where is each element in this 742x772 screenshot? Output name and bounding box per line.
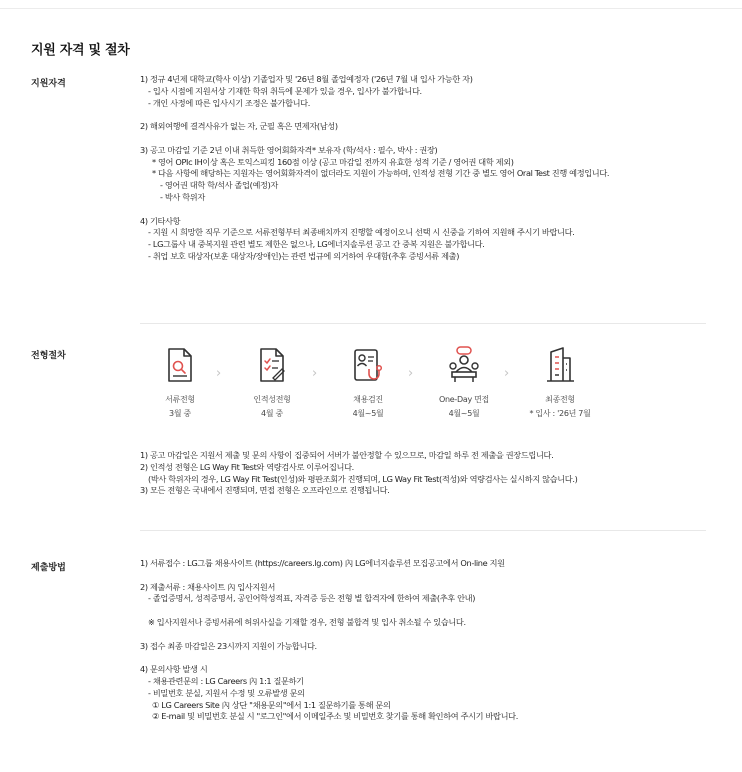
step-name: 최종전형 [545, 395, 575, 404]
content-line: 1) 정규 4년제 대학교(학사 이상) 기졸업자 및 '26년 8월 졸업예정자 ('26년 7월 내 입사 가능한 자) [140, 74, 473, 84]
content-line: 3) 모든 전형은 국내에서 진행되며, 면접 전형은 오프라인으로 진행됩니다. [140, 485, 390, 496]
line-spacer [140, 109, 609, 121]
chevron-right-icon: › [408, 366, 414, 381]
content-line: (박사 학위자의 경우, LG Way Fit Test(인성)와 평판조회가 진행되며, LG Way Fit Test(적성)와 역량검사는 실시하지 않습니다.) [148, 473, 578, 484]
step-date: 4월~5월 [352, 409, 384, 418]
content-line: ① LG Careers Site 內 상단 "채용문의"에서 1:1 질문하기를 통해 문의 [152, 699, 391, 710]
content-line: 1) 서류접수 : LG그룹 채용사이트 (https://careers.lg.com) 內 LG에너지솔루션 모집공고에서 On-line 지원 [140, 558, 505, 568]
content-line: 4) 기타사항 [140, 215, 181, 226]
step-medical-checkup [328, 344, 408, 419]
document-search-icon [159, 344, 201, 386]
content-line: - 영어권 대학 학/석사 졸업(예정)자 [160, 180, 278, 191]
qualification-content [140, 74, 609, 263]
step-aptitude-test [232, 344, 312, 419]
line-spacer [140, 605, 518, 617]
content-line: - 지원 시 희망한 직무 기준으로 서류전형부터 최종배치까지 진행할 예정이오니 선택 시 신중을 기하여 지원해 주시기 바랍니다. [148, 227, 575, 238]
qualification-label: 지원자격 [31, 79, 66, 89]
process-notes [140, 450, 577, 497]
step-name: 서류전형 [165, 395, 195, 404]
line-spacer [140, 652, 518, 664]
step-document-screening [140, 344, 220, 419]
interview-icon [443, 344, 485, 386]
qualification-divider [140, 323, 706, 324]
checklist-icon [251, 344, 293, 386]
content-line: * 다음 사항에 해당하는 지원자는 영어회화자격이 없더라도 지원이 가능하며, 인적성 전형 기간 중 별도 영어 Oral Test 진행 예정입니다. [152, 168, 610, 179]
submission-label: 제출방법 [31, 563, 66, 573]
step-final-selection [520, 344, 600, 419]
content-line: - 개인 사정에 따른 입사시기 조정은 불가합니다. [148, 97, 310, 108]
step-date: * 입사 : '26년 7월 [529, 409, 591, 418]
line-spacer [140, 570, 518, 582]
chevron-right-icon: › [216, 366, 222, 381]
step-name: One-Day 면접 [439, 395, 489, 404]
top-divider [0, 8, 742, 9]
content-line: ② E-mail 및 비밀번호 분실 시 "로그인"에서 이메일주소 및 비밀번호 찾기를 통해 확인하여 주시기 바랍니다. [152, 711, 518, 722]
line-spacer [140, 629, 518, 641]
process-steps [140, 344, 620, 429]
line-spacer [140, 133, 609, 145]
content-line: 2) 인적성 전형은 LG Way Fit Test와 역량검사로 이루어집니다. [140, 461, 354, 472]
content-line: 4) 문의사항 발생 시 [140, 664, 208, 675]
content-line: - LG그룹사 내 중복지원 관련 별도 제한은 없으나, LG에너지솔루션 공고 간 중복 지원은 불가합니다. [148, 239, 485, 250]
building-icon [539, 344, 581, 386]
step-name: 채용검진 [353, 395, 383, 404]
content-line: - 채용관련문의 : LG Careers 內 1:1 질문하기 [148, 675, 304, 686]
step-one-day-interview [424, 344, 504, 419]
step-date: 4월~5월 [448, 409, 480, 418]
content-line: 3) 공고 마감일 기준 2년 이내 취득한 영어회화자격* 보유자 (학/석사 : 필수, 박사 : 권장) [140, 144, 438, 155]
content-line: 3) 접수 최종 마감일은 23시까지 지원이 가능합니다. [140, 640, 317, 651]
content-line: 1) 공고 마감일은 지원서 제출 및 문의 사항이 집중되어 서버가 불안정할 수 있으므로, 마감일 하루 전 제출을 권장드립니다. [140, 450, 554, 460]
content-line: 2) 해외여행에 결격사유가 없는 자, 군필 혹은 면제자(남성) [140, 121, 338, 132]
medical-checkup-icon [347, 344, 389, 386]
content-line: * 영어 OPIc IH이상 혹은 토익스피킹 160점 이상 (공고 마감일 전까지 유효한 성적 기준 / 영어권 대학 제외) [152, 156, 514, 167]
step-name: 인적성전형 [253, 395, 291, 404]
content-line: - 입사 시점에 지원서상 기재한 학위 취득에 문제가 있을 경우, 입사가 불가합니다. [148, 85, 422, 96]
content-line: - 졸업증명서, 성적증명서, 공인어학성적표, 자격증 등은 전형 별 합격자에 한하여 제출(추후 안내) [148, 593, 476, 604]
chevron-right-icon: › [312, 366, 318, 381]
content-line: - 박사 학위자 [160, 191, 205, 202]
step-date: 4월 중 [261, 409, 283, 418]
content-line: 2) 제출서류 : 채용사이트 內 입사지원서 [140, 581, 276, 592]
section-title: 지원 자격 및 절차 [31, 43, 130, 58]
content-line: - 비밀번호 분실, 지원서 수정 및 오류발생 문의 [148, 687, 305, 698]
chevron-right-icon: › [504, 366, 510, 381]
process-label: 전형절차 [31, 351, 66, 361]
content-line: ※ 입사지원서나 증빙서류에 허위사실을 기재할 경우, 전형 불합격 및 입사 취소될 수 있습니다. [148, 616, 466, 627]
submission-content [140, 558, 518, 723]
content-line: - 취업 보호 대상자(보훈 대상자/장애인)는 관련 법규에 의거하여 우대함(추후 증빙서류 제출) [148, 250, 460, 261]
line-spacer [140, 204, 609, 216]
step-date: 3월 중 [169, 409, 191, 418]
process-divider [140, 530, 706, 531]
